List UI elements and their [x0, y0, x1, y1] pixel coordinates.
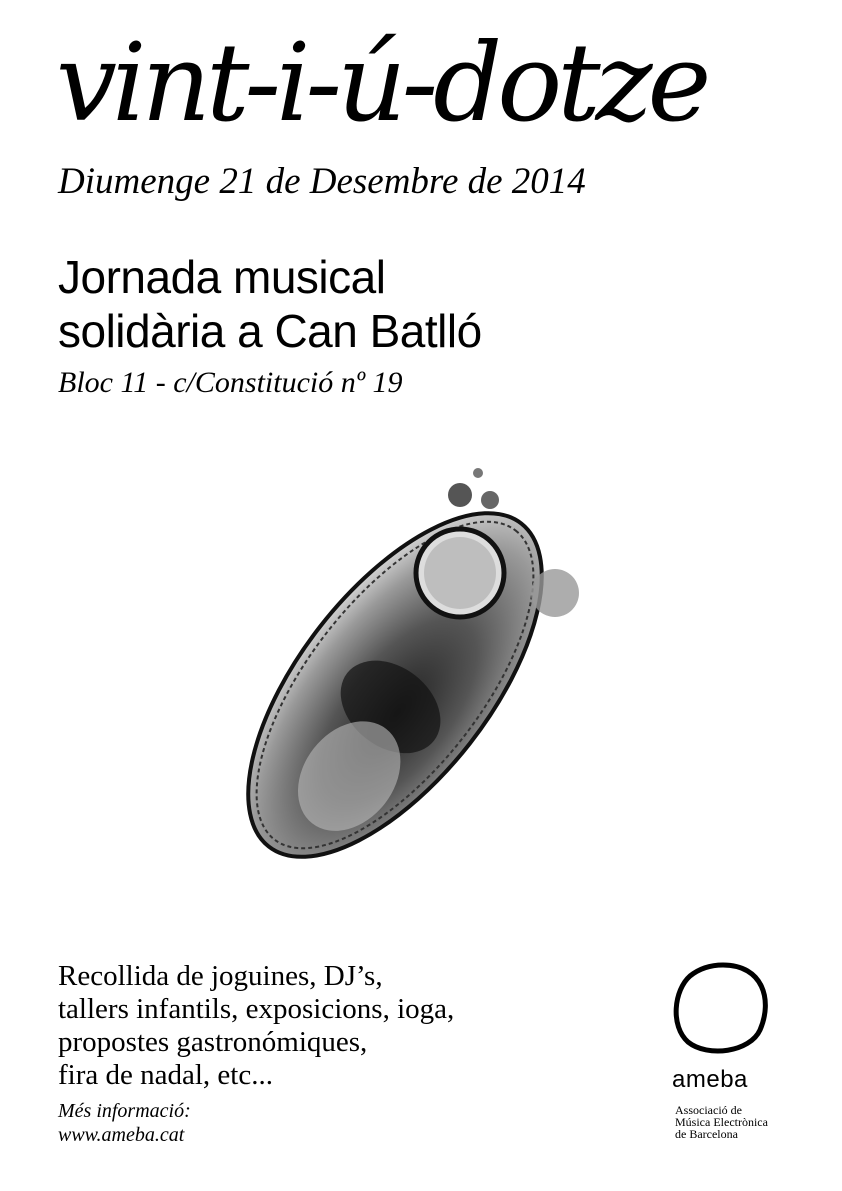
more-info [58, 1099, 191, 1147]
poster-title: vint-i-ú-dotze [56, 21, 707, 146]
ameba-logo-icon [668, 960, 778, 1060]
logo-subtitle [675, 1104, 768, 1140]
logo-subtitle-line: Associació de [675, 1103, 742, 1117]
activity-line: tallers infantils, exposicions, ioga, [58, 993, 455, 1025]
activities-list [58, 960, 454, 1092]
logo-subtitle-line: de Barcelona [675, 1127, 738, 1141]
activity-line: fira de nadal, etc... [58, 1059, 273, 1091]
venue-address: Bloc 11 - c/Constitució nº 19 [58, 366, 403, 399]
amoeba-illustration [220, 455, 620, 865]
logo-subtitle-line: Música Electrònica [675, 1115, 768, 1129]
website-link[interactable]: www.ameba.cat [58, 1124, 185, 1146]
logo-name: ameba [672, 1066, 748, 1093]
headline-line-1: Jornada musical [58, 251, 386, 303]
activity-line: propostes gastronómiques, [58, 1026, 368, 1058]
headline [58, 250, 482, 358]
event-date: Diumenge 21 de Desembre de 2014 [58, 161, 586, 202]
more-info-label: Més informació: [58, 1100, 191, 1122]
activity-line: Recollida de joguines, DJ’s, [58, 960, 383, 992]
headline-line-2: solidària a Can Batlló [58, 305, 482, 357]
